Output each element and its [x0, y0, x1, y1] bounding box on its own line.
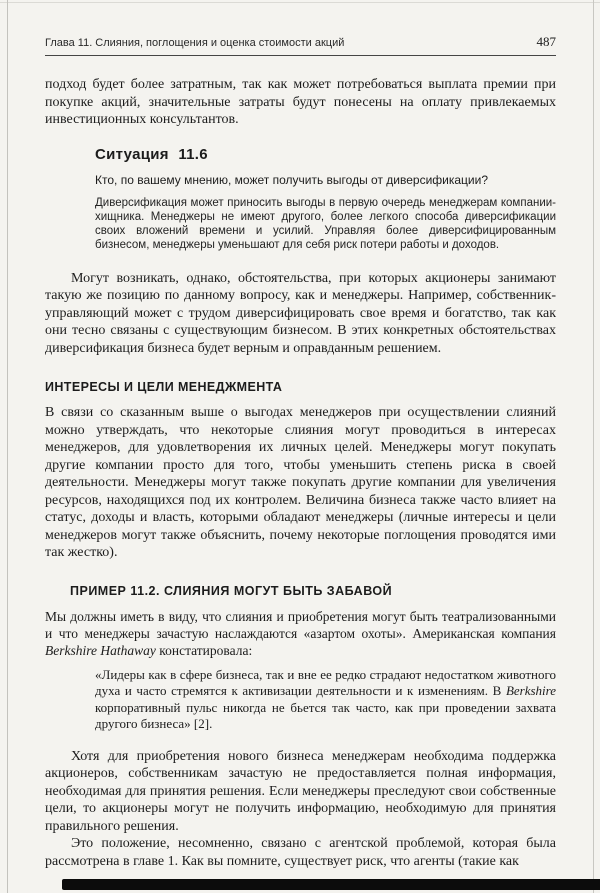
situation-box: [95, 146, 556, 252]
scan-edge-right: [593, 0, 594, 893]
paragraph-continuation: подход будет более затратным, так как может потребоваться выплата премии при покупке акций, значительные затраты будут понесены на оплату привлекаемых инвестиционных консультантов.: [45, 77, 556, 127]
example-text-after: констатировала:: [155, 642, 253, 658]
example-text-before: Мы должны иметь в виду, что слияния и приобретения могут быть театрализованными и что менеджеры зачастую наслаждаются «азартом охоты». Американская компания: [45, 608, 556, 641]
example-quote: [95, 667, 556, 733]
quote-text-before: «Лидеры как в сфере бизнеса, так и вне ее редко страдают недостатком животного духа и часто стремятся к активизации деятельности и к изменениям. В: [95, 666, 556, 698]
quote-text-after: корпоративный пульс никогда не бьется так часто, как при проведении захвата другого бизнеса» [2].: [95, 699, 556, 731]
running-head-chapter-title: Глава 11. Слияния, поглощения и оценка стоимости акций: [45, 37, 345, 49]
paragraph: Хотя для приобретения нового бизнеса менеджерам необходима поддержка акционеров, собственникам зачастую не предоставляется полная информация, необходимая для принятия решения. Если менеджеры преследуют свои собственные цели, то акционеры могут не получить информацию, необходимую для принятия правильного решения.: [45, 748, 556, 834]
running-header: [45, 34, 556, 50]
company-name-italic: Berkshire Hathaway: [45, 642, 156, 658]
section-heading: ИНТЕРЕСЫ И ЦЕЛИ МЕНЕДЖМЕНТА: [45, 380, 283, 394]
example-title: ПРИМЕР 11.2. СЛИЯНИЯ МОГУТ БЫТЬ ЗАБАВОЙ: [70, 583, 393, 598]
situation-title: Ситуация 11.6: [95, 145, 208, 163]
header-rule: [45, 55, 556, 56]
scan-artifact-bottom-bar: [62, 879, 600, 890]
example-paragraph: [45, 608, 556, 659]
example-box: [45, 584, 556, 733]
scan-edge-left: [7, 0, 8, 893]
page-content: [45, 34, 556, 870]
scan-edge-top: [0, 2, 600, 3]
page-number: 487: [536, 34, 556, 49]
paragraph: Это положение, несомненно, связано с агентской проблемой, которая была рассмотрена в главе 1. Как вы помните, существует риск, что агенты (такие как: [45, 836, 556, 869]
company-name-italic: Berkshire: [505, 683, 556, 698]
paragraph: Могут возникать, однако, обстоятельства, при которых акционеры занимают такую же позицию по данному вопросу, как и менеджеры. Например, собственник-управляющий может с трудом диверсифицировать свое время и богатство, так как они тесно связаны с существующим бизнесом. В этих конкретных обстоятельствах диверсификация бизнеса будет верным и оправданным решением.: [45, 270, 556, 356]
situation-question: Кто, по вашему мнению, может получить выгоды от диверсификации?: [95, 172, 488, 187]
paragraph: В связи со сказанным выше о выгодах менеджеров при осуществлении слияний можно утверждать, что некоторые слияния могут проводиться в интересах менеджеров, для удовлетворения их личных целей. Менеджеры могут покупать другие компании просто для того, чтобы уменьшить степень риска в своей деятельности. Менеджеры могут также покупать другие компании для увеличения ресурсов, находящихся под их контролем. Величина бизнеса также часто влияет на статус, доходы и власть, которыми обладают менеджеры (личные интересы и цели менеджеров могут также объяснить, почему некоторые поглощения проводятся ими так жестко).: [45, 405, 556, 560]
situation-answer: Диверсификация может приносить выгоды в первую очередь менеджерам компании-хищника. Менеджеры не имеют другого, более легкого способа диверсификации своих вложений времени и усилий. Управляя более диверсифицированным бизнесом, менеджеры уменьшают для себя риск потери работы и доходов.: [95, 196, 556, 251]
